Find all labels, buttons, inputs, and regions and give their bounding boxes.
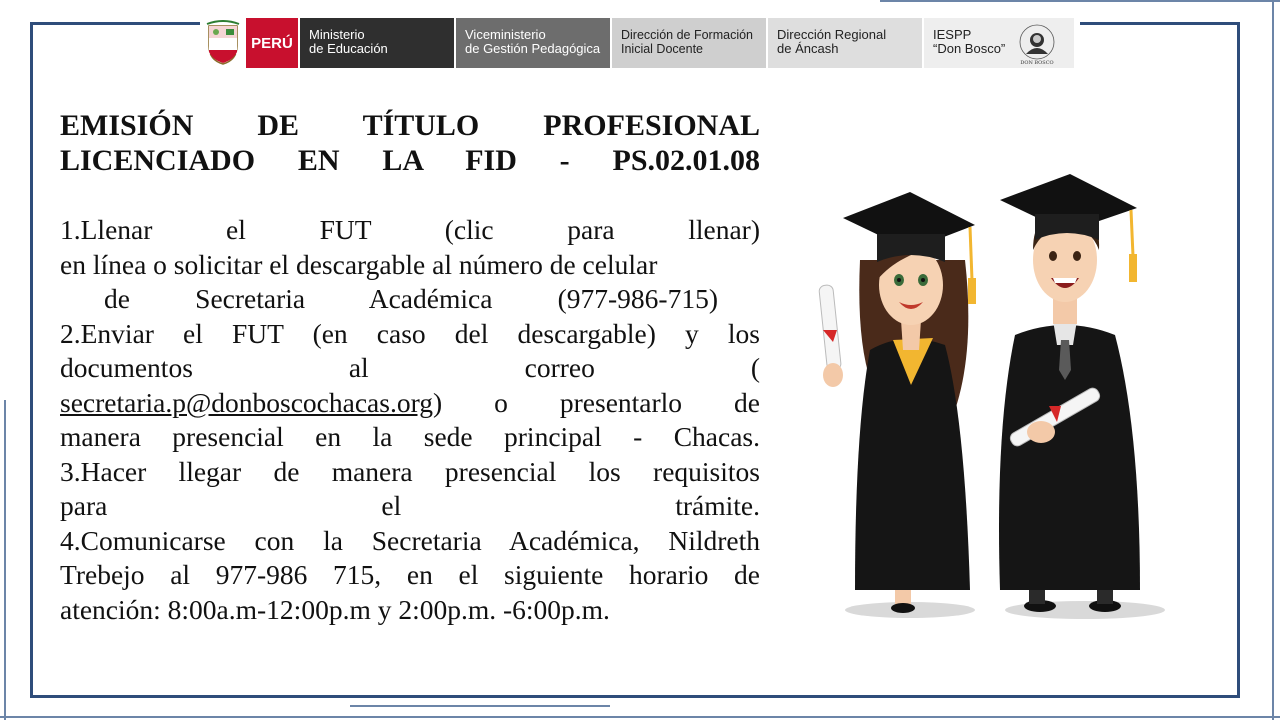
frame-line-top-outer bbox=[880, 0, 1280, 2]
direccion-formacion-line-1: Dirección de Formación bbox=[621, 28, 753, 42]
title-line-1: EMISIÓN DE TÍTULO PROFESIONAL bbox=[60, 109, 760, 142]
secretaria-email-link[interactable]: secretaria.p@donboscochacas.org bbox=[60, 386, 433, 418]
frame-line-right bbox=[1237, 22, 1240, 698]
viceministerio-label bbox=[454, 18, 610, 68]
step-3-line-1: 3.Hacer llegar de manera presencial los requisitos bbox=[60, 455, 760, 487]
step-2-line-2: documentos al correo ( bbox=[60, 352, 760, 383]
steps-list bbox=[60, 213, 760, 627]
procedure-content bbox=[60, 108, 760, 627]
step-4-line-3: atención: 8:00a.m-12:00p.m y 2:00p.m. -6:00p.m. bbox=[60, 593, 610, 625]
seal-caption: DON BOSCO bbox=[1020, 60, 1054, 66]
title-line-2: LICENCIADO EN LA FID - PS.02.01.08 bbox=[60, 144, 760, 177]
graduates-illustration bbox=[815, 170, 1175, 630]
step-2-line-3-rest: ) o presentarlo de bbox=[433, 386, 760, 418]
frame-line-right-outer bbox=[1272, 0, 1274, 720]
step-4-line-2: Trebejo al 977-986 715, en el siguiente horario de bbox=[60, 559, 760, 590]
step-1-line-2: en línea o solicitar el descargable al número de celular bbox=[60, 248, 658, 280]
frame-line-left bbox=[30, 22, 33, 698]
ministerio-line-2: de Educación bbox=[309, 41, 388, 56]
don-bosco-seal-icon bbox=[1013, 20, 1061, 66]
step-1-line-3: de Secretaria Académica (977-986-715) bbox=[104, 283, 718, 314]
peru-coat-of-arms-icon bbox=[200, 18, 246, 68]
page-title bbox=[60, 108, 760, 178]
graduate-man-icon bbox=[999, 174, 1140, 612]
graduate-woman-icon bbox=[819, 192, 976, 613]
frame-line-bottom bbox=[30, 695, 1240, 698]
frame-line-bottom-outer bbox=[0, 716, 1280, 718]
direccion-regional-line-2: de Áncash bbox=[777, 41, 839, 56]
viceministerio-line-1: Viceministerio bbox=[465, 27, 546, 42]
step-4-line-1: 4.Comunicarse con la Secretaria Académica, Nildreth bbox=[60, 524, 760, 556]
frame-line-left-outer bbox=[4, 400, 6, 720]
frame-line-bottom-accent bbox=[350, 705, 610, 707]
step-2-line-4: manera presencial en la sede principal - Chacas. bbox=[60, 421, 760, 452]
viceministerio-line-2: de Gestión Pedagógica bbox=[465, 41, 601, 56]
peru-label: PERÚ bbox=[246, 18, 298, 68]
ministerio-label bbox=[298, 18, 454, 68]
direccion-regional-label bbox=[766, 18, 922, 68]
direccion-formacion-line-2: Inicial Docente bbox=[621, 42, 703, 56]
iespp-label bbox=[922, 18, 1074, 68]
institution-banner bbox=[200, 18, 1074, 68]
direccion-formacion-label bbox=[610, 18, 766, 68]
direccion-regional-line-1: Dirección Regional bbox=[777, 27, 887, 42]
ministerio-line-1: Ministerio bbox=[309, 27, 365, 42]
step-2-line-1: 2.Enviar el FUT (en caso del descargable) y los bbox=[60, 317, 760, 349]
frame-line-top-left bbox=[30, 22, 208, 25]
frame-line-top-right bbox=[1080, 22, 1240, 25]
iespp-line-2: “Don Bosco” bbox=[933, 41, 1006, 56]
step-3-line-2: para el trámite. bbox=[60, 490, 760, 521]
step-2-line-3 bbox=[60, 386, 760, 421]
iespp-line-1: IESPP bbox=[933, 27, 972, 42]
step-1-line-1[interactable]: 1.Llenar el FUT (clic para llenar) bbox=[60, 214, 760, 245]
